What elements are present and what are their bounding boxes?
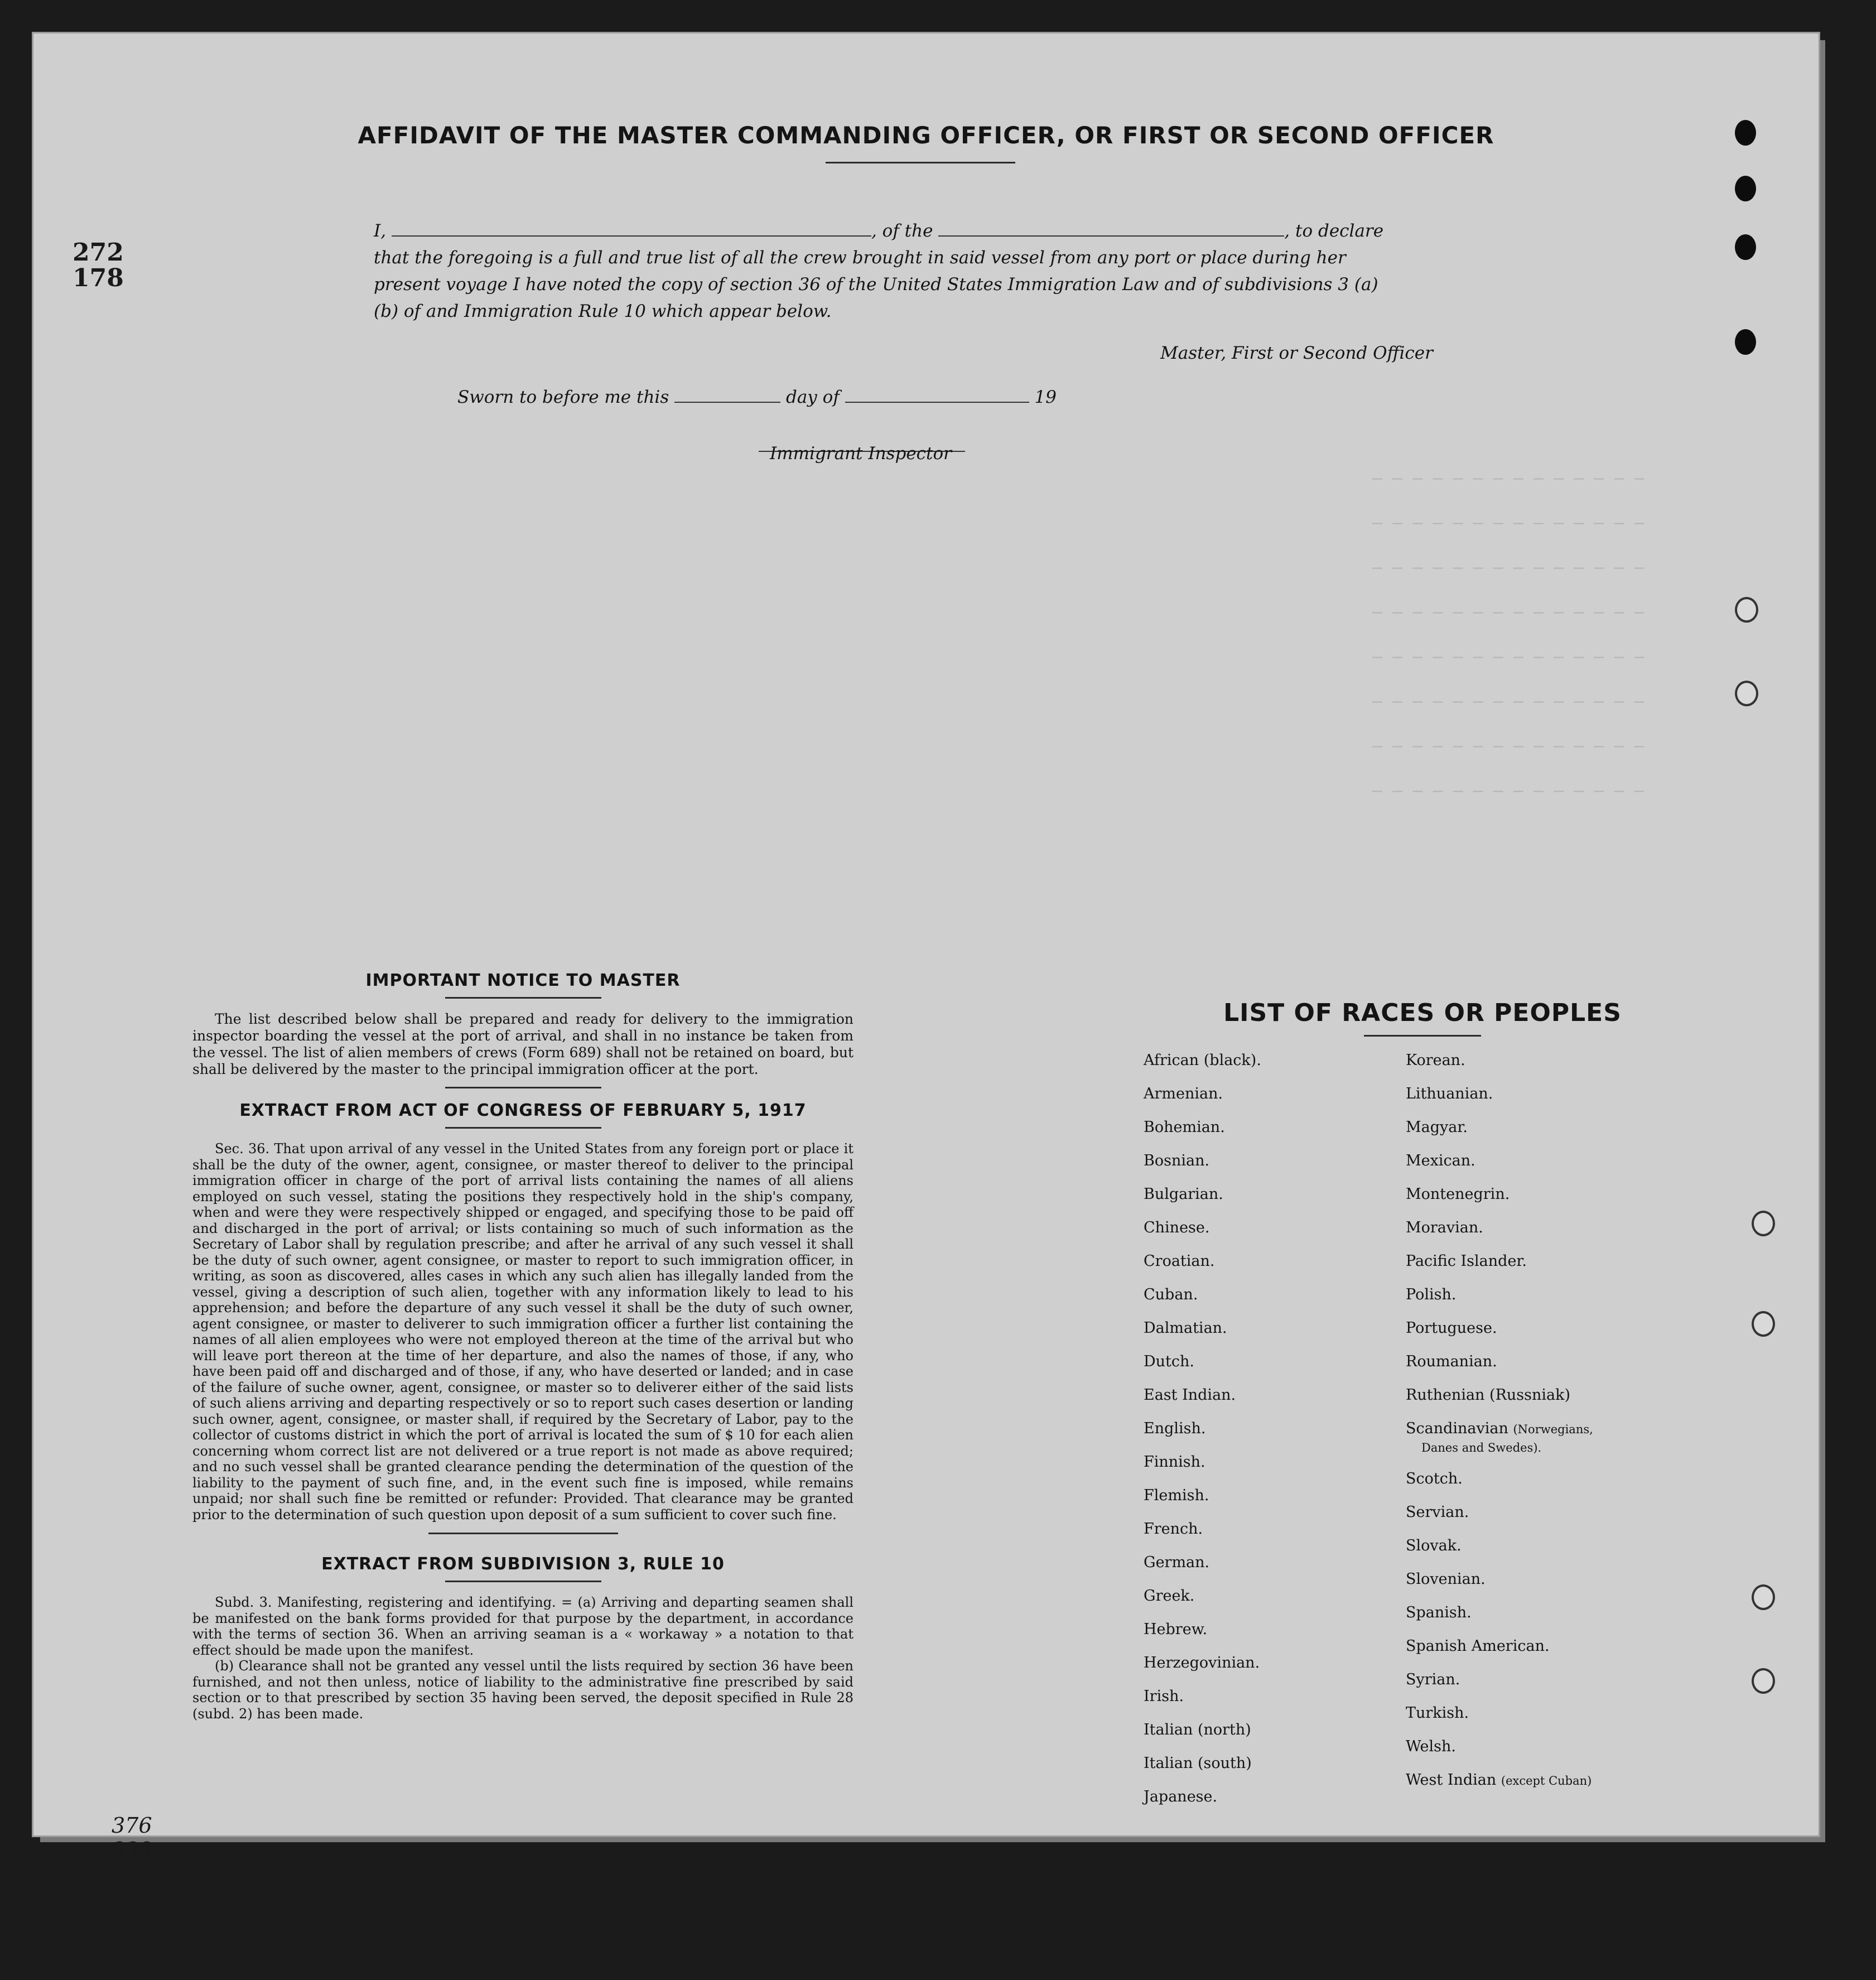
- race-item: Greek.: [1144, 1587, 1195, 1605]
- race-item: Roumanian.: [1406, 1353, 1497, 1370]
- race-item: Cuban.: [1144, 1286, 1198, 1303]
- race-item: Flemish.: [1144, 1487, 1209, 1504]
- day-blank: [674, 385, 780, 403]
- notice-end-rule: [445, 1087, 601, 1088]
- race-item: Dalmatian.: [1144, 1319, 1227, 1337]
- affidavit-line-1: [374, 218, 1462, 244]
- race-item: Bulgarian.: [1144, 1186, 1223, 1203]
- extract-act-end-rule: [428, 1533, 618, 1534]
- race-item: Finnish.: [1144, 1453, 1205, 1471]
- race-item: Mexican.: [1406, 1152, 1475, 1169]
- affidavit-title-rule: [826, 162, 1015, 163]
- race-west-indian: West Indian: [1406, 1771, 1497, 1789]
- race-item: Lithuanian.: [1406, 1085, 1493, 1102]
- margin-note-top-left: 272 178: [73, 238, 124, 292]
- race-item: German.: [1144, 1554, 1210, 1571]
- race-item: Hebrew.: [1144, 1621, 1208, 1638]
- race-scandinavian: Scandinavian: [1406, 1420, 1508, 1437]
- race-item: Bohemian.: [1144, 1119, 1225, 1136]
- notice-text: The list described below shall be prepared and ready for delivery to the immigration inspector boarding the vessel at the port of arrival, and shall in no instance be taken from the vessel. The list of alien members of crews (Form 689) shall not be retained on board, but shall be delivered by the master to the principal immigration officer at the port.: [192, 1011, 853, 1077]
- race-item: Turkish.: [1406, 1704, 1469, 1722]
- races-right-column: [1406, 1052, 1593, 1805]
- affidavit-body: [374, 218, 1462, 325]
- extract-act-text: Sec. 36. That upon arrival of any vessel in the United States from any foreign port or place it shall be the duty of the owner, agent, consignee, or master thereof to deliver to the principal immigration officer in charge of the port of arrival lists containing the names of all aliens employed on such vessel, stating the positions they respectively hold in the ship's company, when and were they were respectively shipped or engaged, and specifying those to be paid off and discharged in the port of arrival; or lists containing so much of such information as the Secretary of Labor shall by regulation prescribe; and after he arrival of any such vessel it shall be the duty of such owner, agent consignee, or master to report to such immigration officer, in writing, as soon as discovered, alles cases in which any such alien has illegally landed from the vessel, giving a description of such alien, together with any information likely to lead to his apprehension; and before the departure of any such vessel it shall be the duty of such owner, agent consignee, or master to deliverer to such immigration officer a further list containing the names of all alien employees who were not employed thereon at the time of the arrival but who will leave port thereon at the time of her departure, and also the names of those, if any, who have been paid off and discharged and of those, if any, who have deserted or landed; and in case of the failure of suche owner, agent, consignee, or master so to deliverer either of the said lists of such aliens arriving and departing respectively or so to report such cases desertion or landing such owner, agent, consignee, or master shall, if required by the Secretary of Labor, pay to the collector of customs district in which the port of arrival is located the sum of $ 10 for each alien concerning whom correct list are not delivered or a true report is not made as above required; and no such vessel shall be granted clearance pending the determination of the question of the liability to the payment of such fine, and, in the event such fine is imposed, while remains unpaid; nor shall such fine be remitted or refunder: Provided. That clearance may be granted prior to the determination of such question upon deposit of a sum sufficient to cover such fine.: [192, 1141, 853, 1523]
- extract-rule-rule: [445, 1581, 601, 1582]
- races-list: [1144, 999, 1701, 1805]
- extract-rule-text-a: Subd. 3. Manifesting, registering and identifying. = (a) Arriving and departing seamen shall be manifested on the bank forms provided for that purpose by the department, in accordance with the terms of section 36. When an arriving seaman is a « workaway » a notation to that effect should be made upon the manifest.: [192, 1594, 853, 1658]
- race-item: Herzegovinian.: [1144, 1654, 1260, 1671]
- race-item: French.: [1144, 1520, 1203, 1538]
- notice-title: IMPORTANT NOTICE TO MASTER: [365, 971, 681, 990]
- extract-rule-text-b: (b) Clearance shall not be granted any vessel until the lists required by section 36 have been furnished, and not then unless, notice of liability to the administrative fine prescribed by said section or to that prescribed by section 35 having been served, the deposit specified in Rule 28 (subd. 2) has been made.: [192, 1658, 853, 1722]
- affidavit-line-2: that the foregoing is a full and true list of all the crew brought in said vessel from any port or place during her: [374, 248, 1346, 268]
- race-item: Bosnian.: [1144, 1152, 1210, 1169]
- notice-and-extracts: [192, 971, 853, 1722]
- race-item: Italian (north): [1144, 1721, 1251, 1738]
- race-item: Welsh.: [1406, 1738, 1456, 1755]
- inspector-label: Immigrant Inspector: [770, 444, 952, 464]
- race-item: Montenegrin.: [1406, 1186, 1510, 1203]
- race-item: Italian (south): [1144, 1755, 1252, 1772]
- race-item: Armenian.: [1144, 1085, 1223, 1102]
- race-item: African (black).: [1144, 1052, 1261, 1069]
- race-west-indian-note: (except Cuban): [1501, 1774, 1592, 1788]
- race-item: Slovenian.: [1406, 1570, 1486, 1588]
- signature-label: Master, First or Second Officer: [1160, 343, 1433, 363]
- margin-note-bottom-left: 376 338: [112, 1813, 152, 1862]
- race-item: Slovak.: [1406, 1537, 1462, 1554]
- affidavit-title: AFFIDAVIT OF THE MASTER COMMANDING OFFICER, OR FIRST OR SECOND OFFICER: [358, 122, 1494, 149]
- vessel-blank: [938, 219, 1284, 237]
- day-of-text: day of: [785, 387, 840, 407]
- year-prefix: 19: [1034, 387, 1057, 407]
- race-scandinavian-note: (Norwegians,: [1513, 1423, 1593, 1436]
- race-item: Ruthenian (Russniak): [1406, 1386, 1571, 1404]
- extract-rule-title: EXTRACT FROM SUBDIVISION 3, RULE 10: [321, 1554, 725, 1574]
- race-item: Moravian.: [1406, 1219, 1483, 1236]
- race-item: Servian.: [1406, 1504, 1469, 1521]
- race-item: Scotch.: [1406, 1470, 1463, 1487]
- affidavit-to-declare: , to declare: [1284, 221, 1384, 241]
- race-item: Korean.: [1406, 1052, 1465, 1069]
- race-item: Magyar.: [1406, 1119, 1468, 1136]
- extract-act-title: EXTRACT FROM ACT OF CONGRESS OF FEBRUARY 5, 1917: [239, 1101, 807, 1120]
- notice-title-rule: [445, 997, 601, 999]
- race-item: Syrian.: [1406, 1671, 1460, 1688]
- race-item-scandinavian: [1406, 1420, 1593, 1470]
- manifest-page: [33, 33, 1819, 1862]
- race-scandinavian-note-2: Danes and Swedes).: [1421, 1441, 1542, 1454]
- affidavit-line-4: (b) of and Immigration Rule 10 which appear below.: [374, 301, 832, 321]
- extract-act-rule: [445, 1127, 601, 1129]
- races-left-column: [1144, 1052, 1261, 1822]
- sworn-line: [457, 385, 1057, 407]
- races-title: LIST OF RACES OR PEOPLES: [1223, 999, 1622, 1027]
- race-item-west-indian: [1406, 1771, 1593, 1805]
- affidavit-i: I,: [374, 221, 387, 241]
- race-item: Chinese.: [1144, 1219, 1210, 1236]
- bleed-through-texture: — — — — — — — — — — — — — — — — — — — — — — — — — — — — — — — — — — — — — — — — — — — — — — — — — — — — — — — — — — — — — — — — — — — — — — — — — — — — — — — — — — — — — — — — — — — — — — — — — — — — — — — — — — — — — — — —: [1372, 469, 1644, 801]
- race-item: Pacific Islander.: [1406, 1252, 1527, 1270]
- race-item: Spanish American.: [1406, 1637, 1550, 1655]
- race-item: Portuguese.: [1406, 1319, 1497, 1337]
- race-item: Polish.: [1406, 1286, 1457, 1303]
- sworn-text: Sworn to before me this: [457, 387, 669, 407]
- race-item: Japanese.: [1144, 1788, 1218, 1805]
- name-blank: [392, 219, 871, 237]
- race-item: Dutch.: [1144, 1353, 1194, 1370]
- affidavit-of-the: , of the: [871, 221, 933, 241]
- races-title-rule: [1364, 1035, 1481, 1037]
- race-item: East Indian.: [1144, 1386, 1236, 1404]
- race-item: Irish.: [1144, 1688, 1184, 1705]
- month-blank: [845, 385, 1029, 403]
- race-item: Spanish.: [1406, 1604, 1472, 1621]
- race-item: English.: [1144, 1420, 1206, 1437]
- race-item: Croatian.: [1144, 1252, 1215, 1270]
- affidavit-line-3: present voyage I have noted the copy of section 36 of the United States Immigration Law and of subdivisions 3 (a): [374, 274, 1378, 295]
